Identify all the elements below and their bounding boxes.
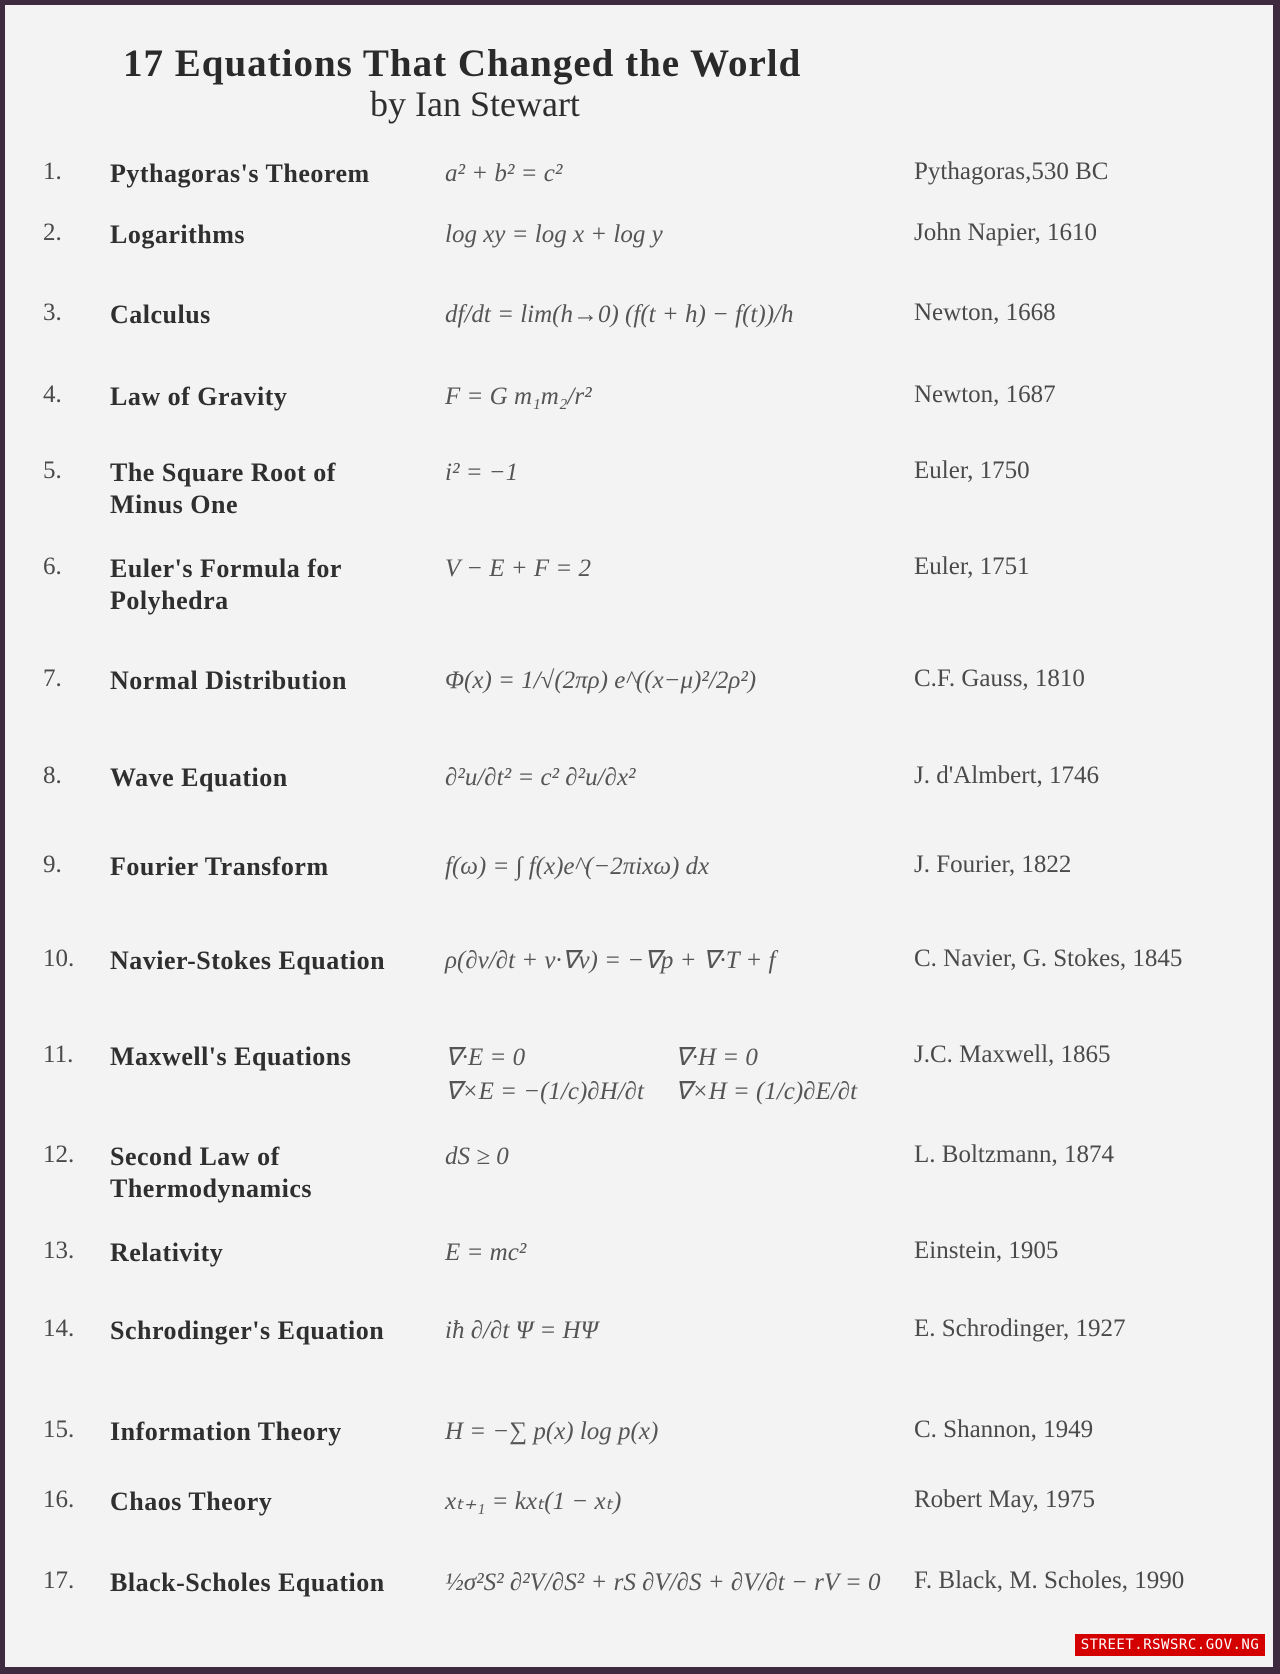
equation-number: 8. <box>43 762 62 789</box>
equation-formula: dS ≥ 0 <box>445 1143 509 1170</box>
equation-formula: xₜ₊₁ = kxₜ(1 − xₜ) <box>445 1488 622 1515</box>
maxwell-divergence-h: ∇·H = 0 <box>675 1044 758 1071</box>
equation-credit: J. Fourier, 1822 <box>914 851 1072 878</box>
equation-name: Law of Gravity <box>110 382 288 411</box>
equation-credit: C.F. Gauss, 1810 <box>914 665 1085 692</box>
equation-number: 7. <box>43 665 62 692</box>
equation-number: 11. <box>43 1041 74 1068</box>
equation-credit: Pythagoras,530 BC <box>914 158 1109 185</box>
equation-credit: C. Shannon, 1949 <box>914 1416 1094 1443</box>
equation-number: 5. <box>43 457 62 484</box>
equation-number: 1. <box>43 158 62 185</box>
equation-number: 10. <box>43 945 75 972</box>
equation-number: 14. <box>43 1315 75 1342</box>
equation-name: The Square Root of Minus One <box>110 458 336 519</box>
equation-number: 6. <box>43 553 62 580</box>
page-title: 17 Equations That Changed the World <box>123 42 802 85</box>
equation-formula <box>445 1041 885 1109</box>
maxwell-divergence-e: ∇·E = 0 <box>445 1044 526 1071</box>
equation-formula: ρ(∂v/∂t + v·∇v) = −∇p + ∇·T + f <box>445 947 776 974</box>
equation-credit: Euler, 1751 <box>914 553 1030 580</box>
equation-number: 15. <box>43 1416 75 1443</box>
equation-number: 17. <box>43 1567 75 1594</box>
equation-name: Maxwell's Equations <box>110 1042 352 1071</box>
equation-formula: H = −∑ p(x) log p(x) <box>445 1418 659 1445</box>
equation-name: Pythagoras's Theorem <box>110 159 370 188</box>
equation-credit: F. Black, M. Scholes, 1990 <box>914 1567 1185 1594</box>
watermark-badge: STREET.RSWSRC.GOV.NG <box>1075 1634 1265 1656</box>
equation-formula: a² + b² = c² <box>445 160 563 187</box>
equation-name: Schrodinger's Equation <box>110 1316 385 1345</box>
equation-name: Information Theory <box>110 1417 342 1446</box>
equation-credit: Robert May, 1975 <box>914 1486 1095 1513</box>
equation-formula: iħ ∂/∂t Ψ = HΨ <box>445 1317 599 1344</box>
equation-name: Relativity <box>110 1238 224 1267</box>
equation-credit: J.C. Maxwell, 1865 <box>914 1041 1111 1068</box>
document-page <box>5 5 1273 1667</box>
equation-formula: ½σ²S² ∂²V/∂S² + rS ∂V/∂S + ∂V/∂t − rV = 0 <box>445 1569 881 1596</box>
equation-credit: C. Navier, G. Stokes, 1845 <box>914 945 1183 972</box>
equation-credit: J. d'Almbert, 1746 <box>914 762 1100 789</box>
equation-number: 9. <box>43 851 62 878</box>
equation-credit: Einstein, 1905 <box>914 1237 1059 1264</box>
equation-number: 4. <box>43 381 62 408</box>
equation-name: Navier-Stokes Equation <box>110 946 386 975</box>
equation-name: Normal Distribution <box>110 666 347 695</box>
equation-formula: i² = −1 <box>445 459 519 486</box>
equation-number: 13. <box>43 1237 75 1264</box>
equation-credit: E. Schrodinger, 1927 <box>914 1315 1126 1342</box>
equation-name: Black-Scholes Equation <box>110 1568 385 1597</box>
equation-credit: Newton, 1668 <box>914 299 1056 326</box>
equation-formula: f(ω) = ∫ f(x)e^(−2πixω) dx <box>445 853 710 880</box>
equation-number: 12. <box>43 1141 75 1168</box>
maxwell-curl-e: ∇×E = −(1/c)∂H/∂t <box>445 1078 644 1105</box>
equation-credit: John Napier, 1610 <box>914 219 1097 246</box>
equation-formula: V − E + F = 2 <box>445 555 591 582</box>
equation-formula: Φ(x) = 1/√(2πρ) e^((x−μ)²/2ρ²) <box>445 667 757 694</box>
equation-formula: log xy = log x + log y <box>445 221 663 248</box>
equation-credit: Newton, 1687 <box>914 381 1056 408</box>
equation-formula: F = G m₁m₂/r² <box>445 383 592 410</box>
equation-formula: ∂²u/∂t² = c² ∂²u/∂x² <box>445 764 636 791</box>
equation-credit: L. Boltzmann, 1874 <box>914 1141 1114 1168</box>
equation-formula: E = mc² <box>445 1239 527 1266</box>
equation-name: Euler's Formula for Polyhedra <box>110 554 342 615</box>
equation-name: Fourier Transform <box>110 852 329 881</box>
equation-number: 3. <box>43 299 62 326</box>
equation-credit: Euler, 1750 <box>914 457 1030 484</box>
equation-name: Wave Equation <box>110 763 288 792</box>
equation-number: 2. <box>43 219 62 246</box>
equation-number: 16. <box>43 1486 75 1513</box>
page-subtitle: by Ian Stewart <box>370 84 580 124</box>
maxwell-curl-h: ∇×H = (1/c)∂E/∂t <box>675 1078 858 1105</box>
equation-formula: df/dt = lim(h→0) (f(t + h) − f(t))/h <box>445 301 794 328</box>
equation-name: Logarithms <box>110 220 245 249</box>
equation-name: Calculus <box>110 300 211 329</box>
equation-name: Chaos Theory <box>110 1487 273 1516</box>
equation-name: Second Law of Thermodynamics <box>110 1142 312 1203</box>
